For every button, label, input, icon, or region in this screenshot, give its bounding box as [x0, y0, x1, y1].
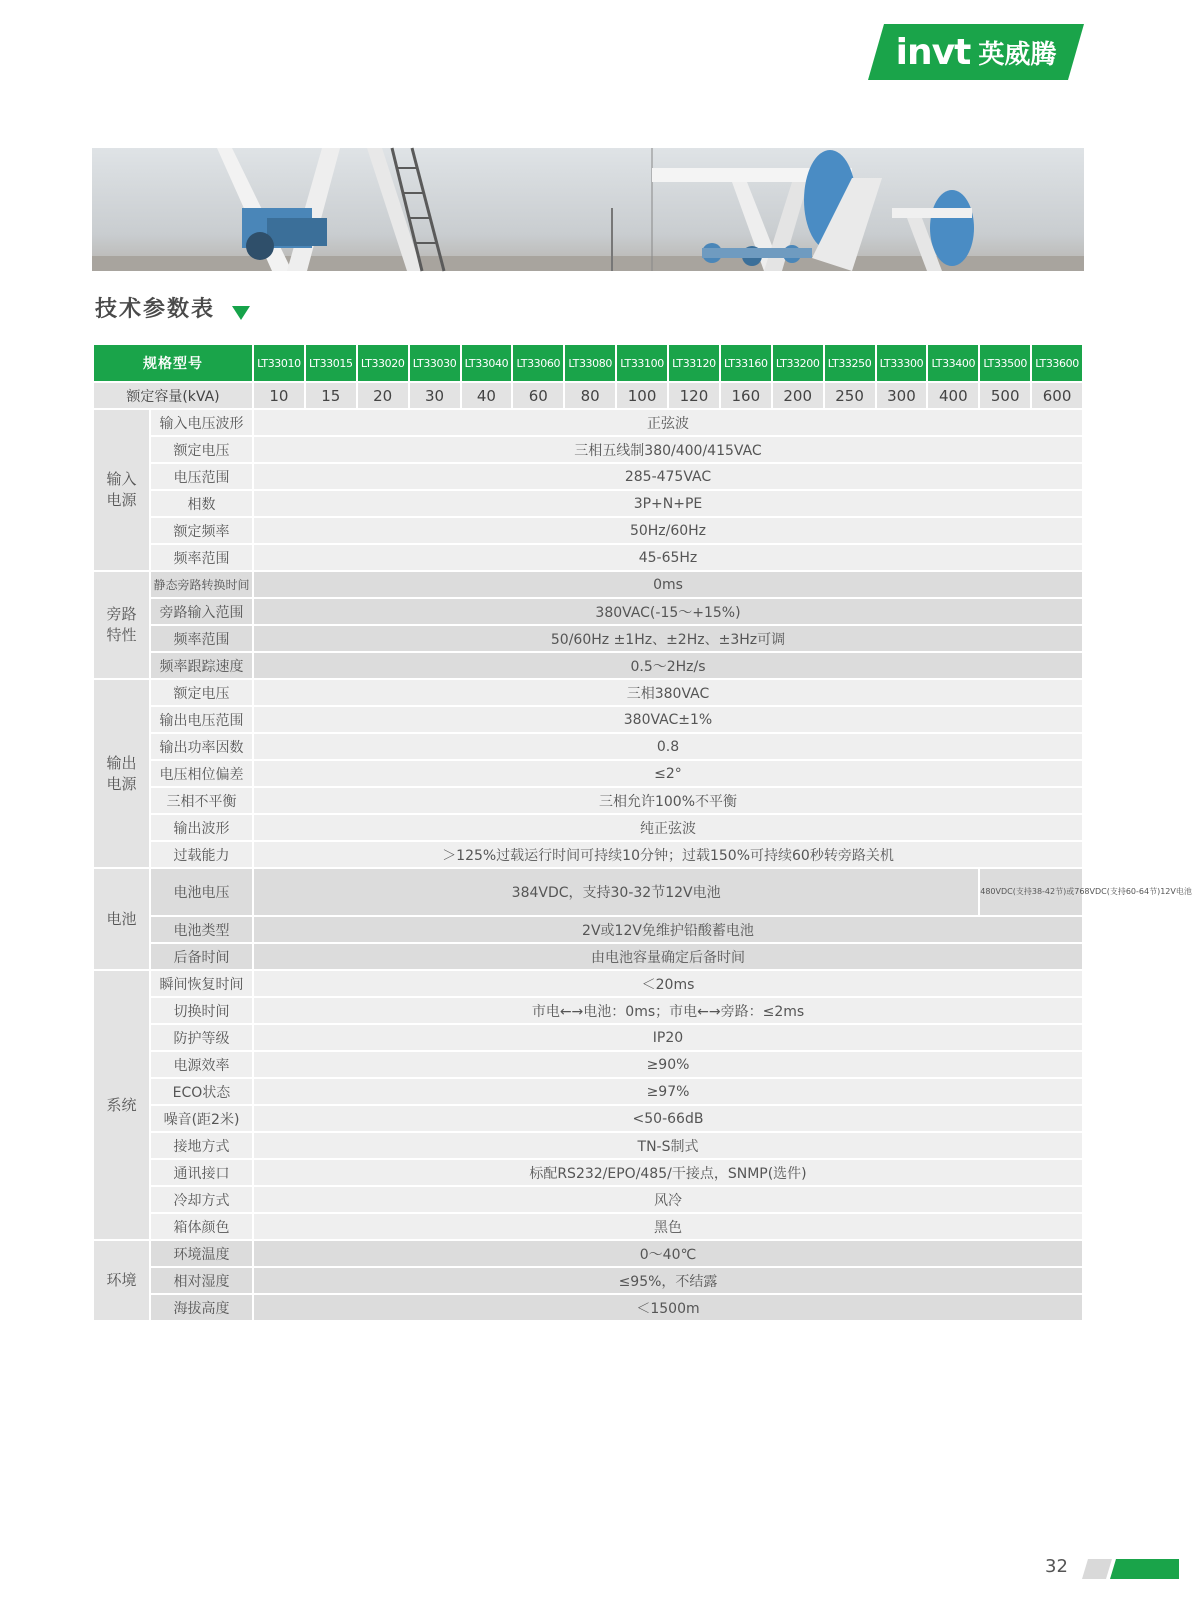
row-label: 后备时间	[151, 944, 252, 969]
row-value: 风冷	[254, 1187, 1082, 1212]
row-label: 接地方式	[151, 1133, 252, 1158]
table-row	[94, 1295, 1082, 1320]
row-value: 50Hz/60Hz	[254, 518, 1082, 543]
table-row	[94, 1106, 1082, 1131]
table-row	[94, 599, 1082, 624]
brand-logo	[868, 24, 1084, 80]
group-input-power	[94, 410, 149, 570]
model-cell: LT33500	[980, 345, 1030, 381]
row-label: 输出功率因数	[151, 734, 252, 759]
page-number: 32	[1045, 1556, 1068, 1577]
row-label: 频率范围	[151, 626, 252, 651]
row-label: 三相不平衡	[151, 788, 252, 813]
row-value: 0～40℃	[254, 1241, 1082, 1266]
row-label: 电源效率	[151, 1052, 252, 1077]
model-header-label: 规格型号	[94, 345, 252, 381]
table-row	[94, 1160, 1082, 1185]
row-value: 正弦波	[254, 410, 1082, 435]
row-value: 0.8	[254, 734, 1082, 759]
table-row	[94, 734, 1082, 759]
row-value: ≥97%	[254, 1079, 1082, 1104]
capacity-cell: 10	[254, 383, 304, 408]
row-label: 相对湿度	[151, 1268, 252, 1293]
row-label: 海拔高度	[151, 1295, 252, 1320]
model-cell: LT33010	[254, 345, 304, 381]
row-label: 切换时间	[151, 998, 252, 1023]
section-title: 技术参数表	[95, 297, 216, 322]
model-cell: LT33120	[669, 345, 719, 381]
row-label: 电池电压	[151, 869, 252, 915]
row-value: IP20	[254, 1025, 1082, 1050]
oilfield-illustration	[92, 148, 1084, 271]
row-value: 384VDC，支持30-32节12V电池	[254, 869, 978, 915]
row-label: 旁路输入范围	[151, 599, 252, 624]
model-cell: LT33080	[565, 345, 615, 381]
capacity-cell: 30	[410, 383, 460, 408]
model-cell: LT33060	[513, 345, 563, 381]
table-row	[94, 917, 1082, 942]
row-value: 纯正弦波	[254, 815, 1082, 840]
row-label: 电压范围	[151, 464, 252, 489]
group-battery	[94, 869, 149, 969]
table-row	[94, 545, 1082, 570]
table-row	[94, 971, 1082, 996]
row-label: 箱体颜色	[151, 1214, 252, 1239]
row-label: 电压相位偏差	[151, 761, 252, 786]
row-value: <50-66dB	[254, 1106, 1082, 1131]
row-label: 噪音(距2米)	[151, 1106, 252, 1131]
table-row	[94, 518, 1082, 543]
row-value: 三相允许100%不平衡	[254, 788, 1082, 813]
row-value: 由电池容量确定后备时间	[254, 944, 1082, 969]
model-cell: LT33160	[721, 345, 771, 381]
group-label: 系统	[106, 1095, 137, 1114]
row-value: 3P+N+PE	[254, 491, 1082, 516]
row-label: 额定电压	[151, 437, 252, 462]
logo-chinese: 英威腾	[978, 39, 1057, 70]
row-value: 380VAC±1%	[254, 707, 1082, 732]
capacity-cell: 80	[565, 383, 615, 408]
row-value: 2V或12V免维护铅酸蓄电池	[254, 917, 1082, 942]
logo-text	[868, 24, 1084, 80]
group-label: 输出电源	[106, 753, 137, 793]
table-row	[94, 1268, 1082, 1293]
triangle-down-icon	[232, 306, 250, 320]
capacity-row	[94, 383, 1082, 408]
row-label: 额定电压	[151, 680, 252, 705]
row-label: ECO状态	[151, 1079, 252, 1104]
row-value: 0.5～2Hz/s	[254, 653, 1082, 678]
table-row	[94, 1187, 1082, 1212]
model-cell: LT33300	[877, 345, 927, 381]
row-value: 三相380VAC	[254, 680, 1082, 705]
row-value: 市电←→电池：0ms；市电←→旁路：≤2ms	[254, 998, 1082, 1023]
capacity-cell: 600	[1032, 383, 1082, 408]
row-value: 黑色	[254, 1214, 1082, 1239]
table-row	[94, 944, 1082, 969]
spec-table	[92, 343, 1192, 1322]
row-label: 电池类型	[151, 917, 252, 942]
model-cell: LT33020	[358, 345, 408, 381]
group-label: 环境	[106, 1271, 137, 1289]
row-label: 频率范围	[151, 545, 252, 570]
capacity-cell: 40	[462, 383, 512, 408]
table-row	[94, 842, 1082, 867]
row-label: 通讯接口	[151, 1160, 252, 1185]
table-row	[94, 761, 1082, 786]
group-system	[94, 971, 149, 1239]
row-value: TN-S制式	[254, 1133, 1082, 1158]
table-row	[94, 572, 1082, 597]
capacity-cell: 120	[669, 383, 719, 408]
capacity-cell: 15	[306, 383, 356, 408]
model-cell: LT33030	[410, 345, 460, 381]
capacity-cell: 20	[358, 383, 408, 408]
capacity-cell: 400	[928, 383, 978, 408]
table-row	[94, 437, 1082, 462]
page-corner-decoration	[1082, 1559, 1179, 1579]
row-label: 过载能力	[151, 842, 252, 867]
table-row	[94, 1079, 1082, 1104]
table-row	[94, 1214, 1082, 1239]
capacity-cell: 60	[513, 383, 563, 408]
table-row	[94, 815, 1082, 840]
row-label: 环境温度	[151, 1241, 252, 1266]
table-header-row	[94, 345, 1082, 381]
capacity-cell: 160	[721, 383, 771, 408]
row-label: 输出波形	[151, 815, 252, 840]
table-row	[94, 1025, 1082, 1050]
model-cell: LT33250	[825, 345, 875, 381]
group-label: 电池	[106, 909, 137, 928]
table-row	[94, 707, 1082, 732]
row-value: ≥90%	[254, 1052, 1082, 1077]
model-cell: LT33600	[1032, 345, 1082, 381]
banner-photo	[92, 148, 1084, 271]
table-row	[94, 680, 1082, 705]
table-row	[94, 653, 1082, 678]
table-row	[94, 410, 1082, 435]
table-row	[94, 998, 1082, 1023]
capacity-cell: 300	[877, 383, 927, 408]
capacity-cell: 100	[617, 383, 667, 408]
model-cell: LT33100	[617, 345, 667, 381]
model-cell: LT33015	[306, 345, 356, 381]
row-value: 0ms	[254, 572, 1082, 597]
row-value: ≤95%，不结露	[254, 1268, 1082, 1293]
row-label: 相数	[151, 491, 252, 516]
row-label: 额定频率	[151, 518, 252, 543]
row-value: ＞125%过载运行时间可持续10分钟；过载150%可持续60秒转旁路关机	[254, 842, 1082, 867]
row-label: 输出电压范围	[151, 707, 252, 732]
row-label: 输入电压波形	[151, 410, 252, 435]
row-value: 285-475VAC	[254, 464, 1082, 489]
row-value: 三相五线制380/400/415VAC	[254, 437, 1082, 462]
row-value: ＜20ms	[254, 971, 1082, 996]
table-row	[94, 1052, 1082, 1077]
row-value: 380VAC(-15～+15%)	[254, 599, 1082, 624]
row-label: 防护等级	[151, 1025, 252, 1050]
capacity-cell: 250	[825, 383, 875, 408]
table-row	[94, 869, 1082, 915]
row-value: 50/60Hz ±1Hz、±2Hz、±3Hz可调	[254, 626, 1082, 651]
table-row	[94, 626, 1082, 651]
row-label: 静态旁路转换时间	[151, 572, 252, 597]
table-row	[94, 491, 1082, 516]
group-label: 输入电源	[106, 470, 137, 509]
group-bypass	[94, 572, 149, 678]
model-cell: LT33200	[773, 345, 823, 381]
row-label: 频率跟踪速度	[151, 653, 252, 678]
capacity-cell: 500	[980, 383, 1030, 408]
capacity-label: 额定容量(kVA)	[94, 383, 252, 408]
model-cell: LT33400	[928, 345, 978, 381]
row-label: 瞬间恢复时间	[151, 971, 252, 996]
row-label: 冷却方式	[151, 1187, 252, 1212]
row-value: 45-65Hz	[254, 545, 1082, 570]
group-environment	[94, 1241, 149, 1320]
table-row	[94, 464, 1082, 489]
table-row	[94, 1133, 1082, 1158]
logo-latin: invt	[895, 31, 971, 73]
group-label: 旁路特性	[106, 605, 137, 644]
group-output-power	[94, 680, 149, 867]
table-row	[94, 788, 1082, 813]
model-cell: LT33040	[462, 345, 512, 381]
battery-voltage-note: 480VDC(支持38-42节)或768VDC(支持60-64节)12V电池	[980, 869, 1082, 915]
row-value: ＜1500m	[254, 1295, 1082, 1320]
table-row	[94, 1241, 1082, 1266]
row-value: 标配RS232/EPO/485/干接点，SNMP(选件)	[254, 1160, 1082, 1185]
capacity-cell: 200	[773, 383, 823, 408]
row-value: ≤2°	[254, 761, 1082, 786]
